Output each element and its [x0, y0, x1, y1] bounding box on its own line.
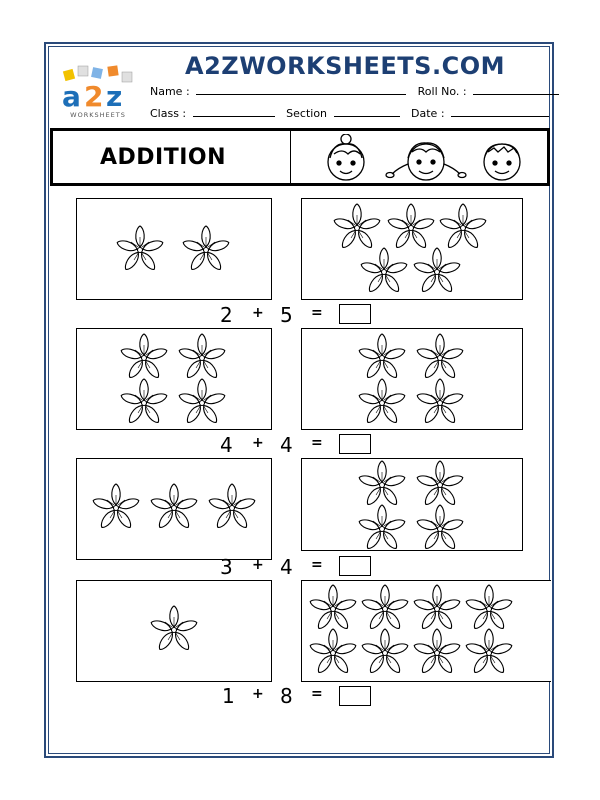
svg-text:WORKSHEETS: WORKSHEETS: [70, 111, 126, 119]
problem-3-b: 4: [280, 555, 293, 579]
problem-1-right-box: [301, 198, 523, 300]
problem-3-right-flowers: [302, 459, 524, 552]
problem-1-a: 2: [220, 303, 233, 327]
name-label: Name :: [150, 85, 190, 98]
svg-text:z: z: [106, 80, 123, 113]
problem-1-left-flowers: [77, 199, 273, 301]
problem-1-plus: +: [252, 305, 264, 321]
class-field[interactable]: [193, 106, 275, 117]
problem-3-left-box: [76, 458, 272, 560]
problem-4-answer-box[interactable]: [339, 686, 371, 706]
problem-2-left-box: [76, 328, 272, 430]
section-field[interactable]: [334, 106, 400, 117]
problem-3-answer-box[interactable]: [339, 556, 371, 576]
worksheet-title: ADDITION: [100, 145, 227, 170]
name-roll-row: [150, 84, 559, 98]
problem-4-left-flowers: [77, 581, 273, 683]
problem-1-right-flowers: [302, 199, 524, 301]
name-field[interactable]: [196, 84, 406, 95]
problem-2-left-flowers: [77, 329, 273, 431]
site-title: A2ZWORKSHEETS.COM: [185, 52, 505, 80]
problem-2-equals: =: [311, 435, 323, 451]
problem-1-equals: =: [311, 305, 323, 321]
problem-4-right-flowers: [302, 581, 552, 683]
roll-field[interactable]: [473, 84, 559, 95]
problem-4-b: 8: [280, 684, 293, 708]
problem-1-left-box: [76, 198, 272, 300]
problem-2-b: 4: [280, 433, 293, 457]
date-label: Date :: [411, 107, 445, 120]
problem-2-plus: +: [252, 435, 264, 451]
problem-4-a: 1: [222, 684, 235, 708]
problem-3-a: 3: [220, 555, 233, 579]
roll-label: Roll No. :: [417, 85, 467, 98]
class-label: Class :: [150, 107, 187, 120]
problem-2-right-flowers: [302, 329, 524, 431]
problem-4-left-box: [76, 580, 272, 682]
problem-3-right-box: [301, 458, 523, 551]
a2z-logo: [56, 64, 140, 120]
svg-text:a: a: [62, 80, 81, 113]
date-field[interactable]: [451, 106, 549, 117]
problem-1-b: 5: [280, 303, 293, 327]
problem-3-plus: +: [252, 557, 264, 573]
problem-2-right-box: [301, 328, 523, 430]
problem-4-plus: +: [252, 686, 264, 702]
problem-4-right-box: [301, 580, 551, 682]
problem-3-left-flowers: [77, 459, 273, 561]
problem-2-a: 4: [220, 433, 233, 457]
kids-faces-illustration: [322, 134, 528, 182]
section-label: Section: [286, 107, 328, 120]
class-section-date-row: [150, 106, 549, 120]
svg-text:2: 2: [84, 80, 104, 113]
problem-2-answer-box[interactable]: [339, 434, 371, 454]
problem-1-answer-box[interactable]: [339, 304, 371, 324]
problem-4-equals: =: [311, 686, 323, 702]
problem-3-equals: =: [311, 557, 323, 573]
banner-divider: [290, 131, 291, 183]
